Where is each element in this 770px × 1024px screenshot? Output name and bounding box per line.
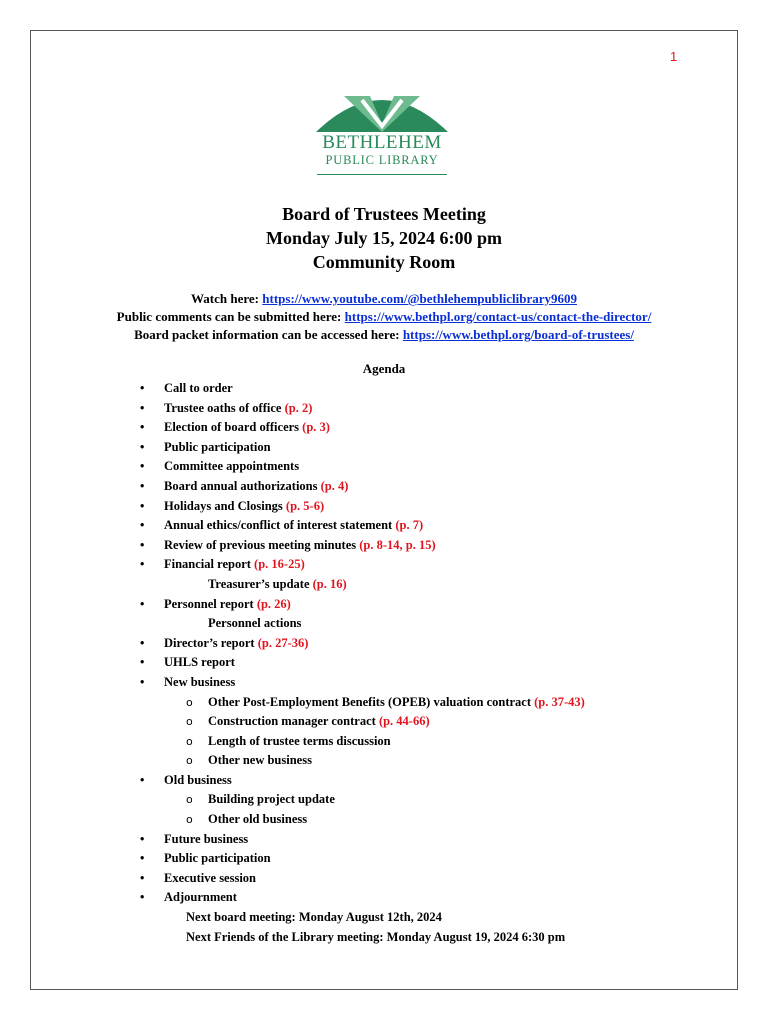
page-reference: (p. 27-36) [257,635,309,650]
bullet-icon: • [140,635,145,650]
agenda-item-text: Construction manager contract [208,714,379,729]
agenda-item-text: Review of previous meeting minutes [164,537,360,552]
agenda-item-text: Holidays and Closings [164,498,286,513]
watch-line [30,290,738,308]
bullet-icon: • [140,674,145,689]
watch-label: Watch here: [191,291,263,306]
bullet-icon: • [140,851,145,866]
page-reference: (p. 5-6) [285,498,325,513]
page-reference: (p. 26) [256,596,291,611]
agenda-item-text: Treasurer’s update [208,576,313,591]
comments-label: Public comments can be submitted here: [116,309,345,324]
packet-line [30,326,738,344]
bullet-icon: • [140,557,145,572]
page-number: 1 [670,49,678,64]
bullet-icon: • [140,537,145,552]
page-reference: (p. 7) [395,518,424,533]
page-reference: (p. 44-66) [378,714,430,729]
agenda-item-text: UHLS report [164,655,235,670]
agenda-item-text: Building project update [208,792,335,807]
bullet-icon: • [140,518,145,533]
agenda-item-text: Other old business [208,812,308,827]
bullet-icon: • [140,870,145,885]
agenda-item-text: Financial report [164,557,255,572]
agenda-item-text: Next Friends of the Library meeting: Monday August 19, 2024 6:30 pm [186,929,566,944]
page-reference: (p. 16) [312,576,347,591]
agenda-heading: Agenda [362,361,406,376]
bullet-icon: • [140,381,145,395]
sub-bullet-icon: o [186,813,193,827]
bullet-icon: • [140,498,145,513]
bullet-icon: • [140,420,145,435]
bullet-icon: • [140,439,145,454]
bullet-icon: • [140,400,145,415]
page-reference: (p. 8-14, p. 15) [359,537,436,552]
agenda-item-text: Election of board officers [164,420,303,435]
logo-text-public-library: PUBLIC LIBRARY [325,153,439,167]
page-reference: (p. 16-25) [254,557,305,572]
agenda-item-text: Director’s report [164,635,258,650]
meeting-title [30,202,738,274]
logo-underline [317,174,447,175]
agenda-item-text: Other Post-Employment Benefits (OPEB) valuation contract [208,694,535,709]
logo-text-bethlehem: BETHLEHEM [322,132,442,153]
sub-bullet-icon: o [186,793,193,807]
agenda-item-text: Executive session [164,870,257,885]
agenda-item-text: Annual ethics/conflict of interest statement [164,518,396,533]
library-logo-arch-icon [314,94,450,134]
agenda-item-text: Public participation [164,439,271,454]
contact-director-link[interactable]: https://www.bethpl.org/contact-us/contact-the-director/ [344,309,652,324]
agenda-item-text: Call to order [164,381,233,395]
agenda-item-text: New business [164,674,236,689]
sub-bullet-icon: o [186,754,193,768]
agenda-item-text: Trustee oaths of office [164,400,285,415]
page-reference: (p. 2) [284,400,313,415]
agenda-item-text: Other new business [208,753,312,768]
title-line-1: Board of Trustees Meeting [282,204,486,224]
title-line-3: Community Room [312,252,456,272]
bullet-icon: • [140,831,145,846]
title-line-2: Monday July 15, 2024 6:00 pm [265,228,503,248]
bullet-icon: • [140,596,145,611]
board-of-trustees-link[interactable]: https://www.bethpl.org/board-of-trustees/ [402,327,634,342]
youtube-link[interactable]: https://www.youtube.com/@bethlehempubliclibrary9609 [262,291,577,306]
page-reference: (p. 3) [302,420,330,435]
page-reference: (p. 37-43) [534,694,585,709]
bullet-icon: • [140,459,145,474]
library-logo [314,94,454,180]
agenda-item-text: Committee appointments [164,459,300,474]
sub-bullet-icon: o [186,734,193,748]
meeting-links [30,290,738,344]
bullet-icon: • [140,772,145,787]
agenda-item-text: Board annual authorizations [164,478,321,493]
agenda-item-text: Length of trustee terms discussion [208,733,391,748]
agenda-item-text: Future business [164,831,249,846]
agenda-item-text: Adjournment [164,890,237,905]
sub-bullet-icon: o [186,715,193,729]
bullet-icon: • [140,890,145,905]
comments-line [30,308,738,326]
agenda-item-text: Old business [164,772,232,787]
bullet-icon: • [140,478,145,493]
agenda-item-text: Personnel report [164,596,257,611]
agenda-item-text: Next board meeting: Monday August 12th, 2024 [186,910,442,925]
agenda-item-text: Personnel actions [208,616,302,631]
sub-bullet-icon: o [186,695,193,709]
page-reference: (p. 4) [320,478,349,493]
agenda-item-text: Public participation [164,851,271,866]
bullet-icon: • [140,655,145,670]
packet-label: Board packet information can be accessed here: [134,327,403,342]
